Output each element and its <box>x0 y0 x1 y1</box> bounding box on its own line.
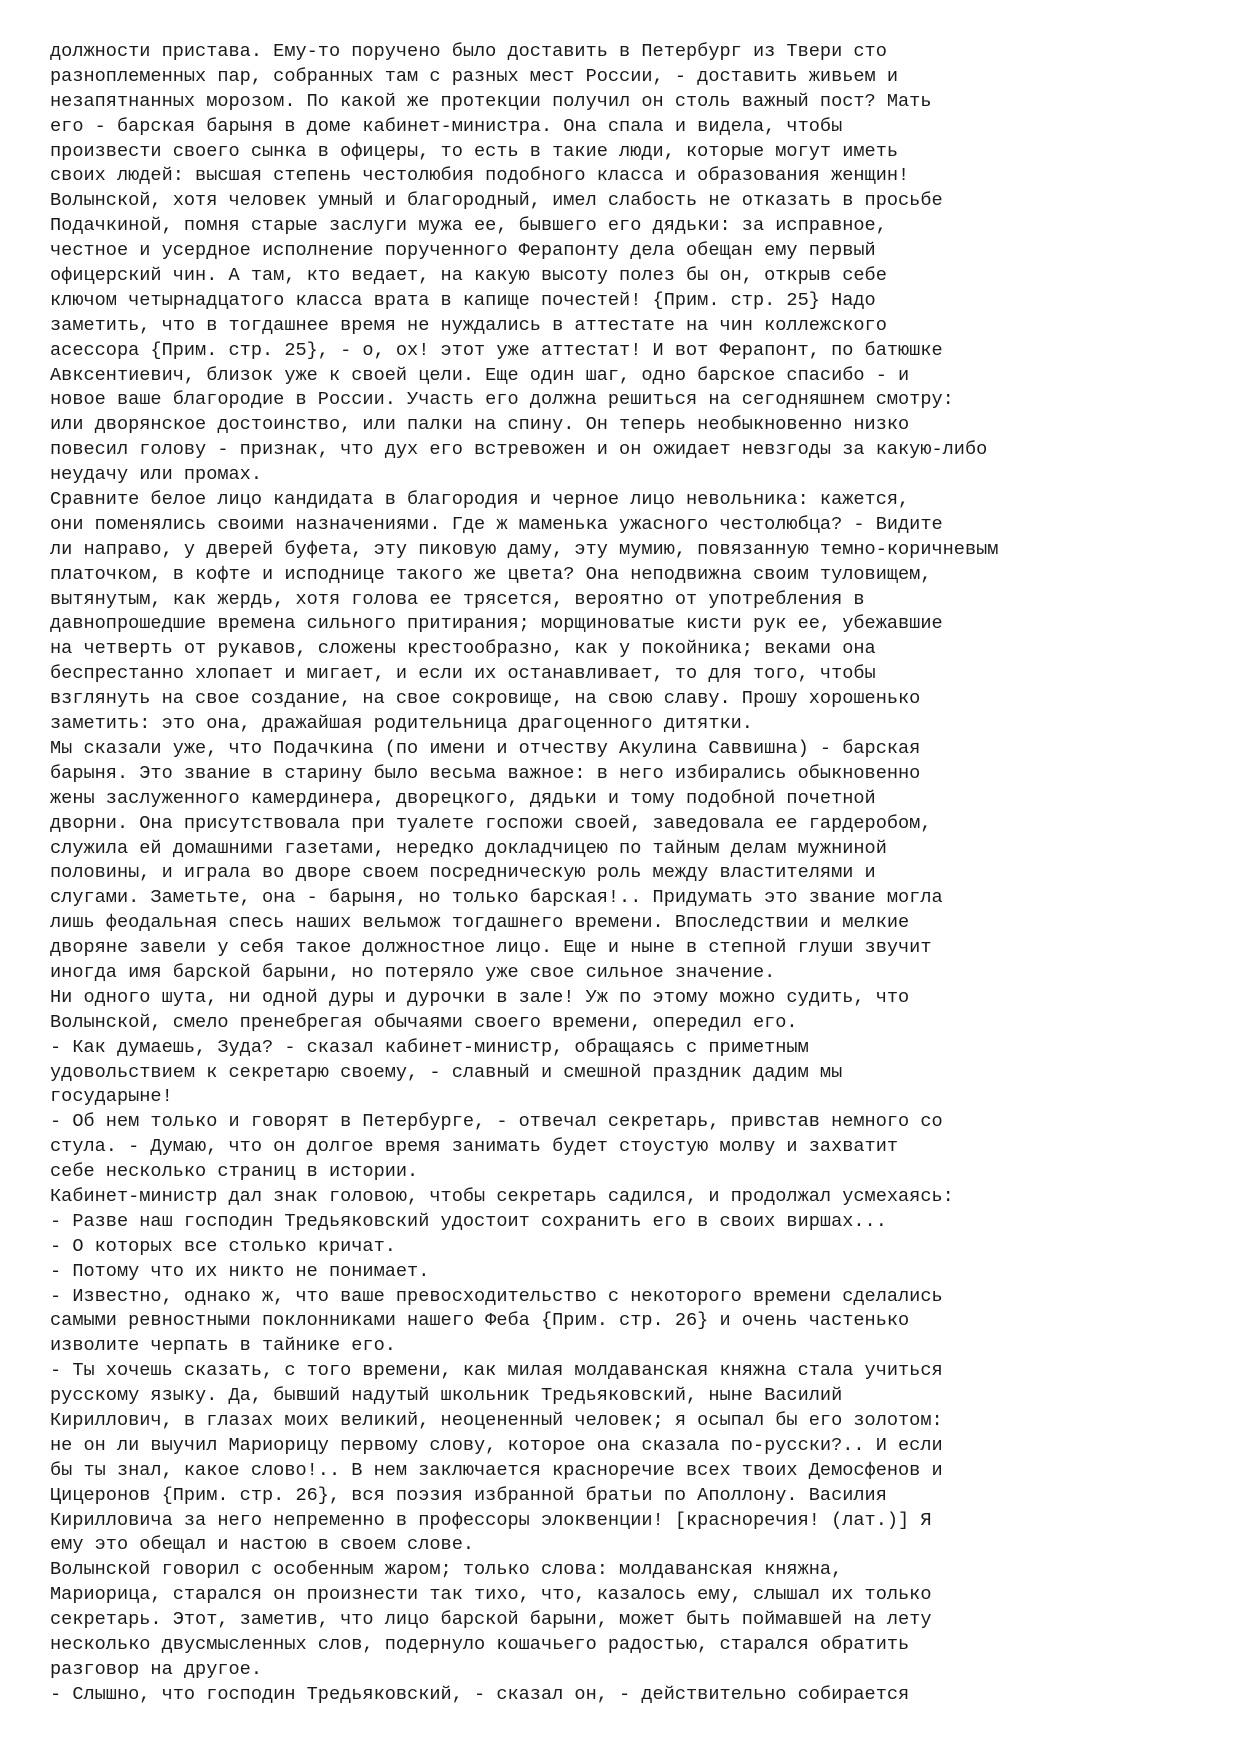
text-line: несколько двусмысленных слов, подернуло кошачьего радостью, старался обратить <box>50 1634 910 1655</box>
text-line: государыне! <box>50 1086 173 1108</box>
text-line: самыми ревностными поклонниками нашего Феба {Прим. стр. 26} и очень частенько <box>50 1310 910 1332</box>
text-line: половины, и играла во дворе своем посредническую роль между властителями и <box>50 862 876 884</box>
text-line: неудачу или промах. <box>50 464 263 486</box>
text-line: давнопрошедшие времена сильного притирания; морщиноватые кисти рук ее, убежавшие <box>50 613 943 635</box>
text-line: иногда имя барской барыни, но потеряло уже свое сильное значение. <box>50 961 776 983</box>
text-line: служила ей домашними газетами, нередко докладчицею по тайным делам мужниной <box>50 837 887 859</box>
text-line: они поменялись своими назначениями. Где ж маменька ужасного честолюбца? - Видите <box>50 513 943 535</box>
text-line: заметить, что в тогдашнее время не нуждались в аттестате на чин коллежского <box>50 314 887 336</box>
text-line: удовольствием к секретарю своему, - славный и смешной праздник дадим мы <box>50 1061 843 1083</box>
text-line: - Слышно, что господин Тредьяковский, - сказал он, - действительно собирается <box>50 1683 910 1705</box>
text-line: барыня. Это звание в старину было весьма важное: в него избирались обыкновенно <box>50 762 921 784</box>
text-line: Сравните белое лицо кандидата в благородия и черное лицо невольника: кажется, <box>50 489 910 511</box>
text-line: не он ли выучил Мариорицу первому слову, которое она сказала по-русски?.. И если <box>50 1434 943 1456</box>
text-line: ли направо, у дверей буфета, эту пиковую даму, эту мумию, повязанную темно-коричневым <box>50 538 999 560</box>
text-line: бы ты знал, какое слово!.. В нем заключается красноречие всех твоих Демосфенов и <box>50 1459 943 1481</box>
text-line: или дворянское достоинство, или палки на спину. Он теперь необыкновенно низко <box>50 414 910 436</box>
text-line: - Об нем только и говорят в Петербурге, - отвечал секретарь, привстав немного со <box>50 1111 943 1133</box>
text-line: своих людей: высшая степень честолюбия подобного класса и образования женщин! <box>50 165 910 187</box>
text-line: Кирилловича за него непременно в профессоры элоквенции! [красноречия! (лат.)] Я <box>50 1509 932 1531</box>
text-line: взглянуть на свое создание, на свое сокровище, на свою славу. Прошу хорошенько <box>50 688 921 710</box>
text-line: Подачкиной, помня старые заслуги мужа ее, бывшего его дядьки: за исправное, <box>50 215 887 237</box>
text-line: Волынской, смело пренебрегая обычаями своего времени, опередил его. <box>50 1011 798 1033</box>
text-line: слугами. Заметьте, она - барыня, но только барская!.. Придумать это звание могла <box>50 887 943 909</box>
text-line: жены заслуженного камердинера, дворецкого, дядьки и тому подобной почетной <box>50 787 876 809</box>
text-line: Мариорица, старался он произнести так тихо, что, казалось ему, слышал их только <box>50 1584 932 1606</box>
text-line: вытянутым, как жердь, хотя голова ее трясется, вероятно от употребления в <box>50 588 865 610</box>
text-line: стула. - Думаю, что он долгое время занимать будет стоустую молву и захватит <box>50 1136 899 1158</box>
text-line: Волынской, хотя человек умный и благородный, имел слабость не отказать в просьбе <box>50 190 943 212</box>
text-line: русскому языку. Да, бывший надутый школьник Тредьяковский, ныне Василий <box>50 1385 843 1407</box>
text-line: разговор на другое. <box>50 1658 263 1680</box>
text-line: - О которых все столько кричат. <box>50 1235 396 1257</box>
text-line: Кабинет-министр дал знак головою, чтобы секретарь садился, и продолжал усмехаясь: <box>50 1185 954 1207</box>
text-line: офицерский чин. А там, кто ведает, на какую высоту полез бы он, открыв себе <box>50 265 887 287</box>
text-line: ключом четырнадцатого класса врата в капище почестей! {Прим. стр. 25} Надо <box>50 289 876 311</box>
text-line: изволите черпать в тайнике его. <box>50 1335 396 1357</box>
text-line: Ни одного шута, ни одной дуры и дурочки в зале! Уж по этому можно судить, что <box>50 986 910 1008</box>
text-line: честное и усердное исполнение порученного Ферапонту дела обещан ему первый <box>50 240 876 262</box>
text-line: секретарь. Этот, заметив, что лицо барской барыни, может быть поймавшей на лету <box>50 1609 932 1631</box>
document-page <box>50 40 1230 1708</box>
text-line: асессора {Прим. стр. 25}, - о, ох! этот уже аттестат! И вот Ферапонт, по батюшке <box>50 339 943 361</box>
text-line: дворни. Она присутствовала при туалете госпожи своей, заведовала ее гардеробом, <box>50 812 932 834</box>
text-line: - Как думаешь, Зуда? - сказал кабинет-министр, обращаясь с приметным <box>50 1036 809 1058</box>
text-line: на четверть от рукавов, сложены крестообразно, как у покойника; веками она <box>50 638 876 660</box>
text-line: заметить: это она, дражайшая родительница драгоценного дитятки. <box>50 713 753 735</box>
text-line: Авксентиевич, близок уже к своей цели. Еще один шаг, одно барское спасибо - и <box>50 364 910 386</box>
text-line: - Известно, однако ж, что ваше превосходительство с некоторого времени сделались <box>50 1285 943 1307</box>
text-line: его - барская барыня в доме кабинет-министра. Она спала и видела, чтобы <box>50 115 843 137</box>
text-line: Волынской говорил с особенным жаром; только слова: молдаванская княжна, <box>50 1559 843 1581</box>
text-line: Цицеронов {Прим. стр. 26}, вся поэзия избранной братьи по Аполлону. Василия <box>50 1484 887 1506</box>
text-line: Мы сказали уже, что Подачкина (по имени и отчеству Акулина Саввишна) - барская <box>50 737 921 759</box>
text-line: Кириллович, в глазах моих великий, неоцененный человек; я осыпал бы его золотом: <box>50 1409 943 1431</box>
text-line: себе несколько страниц в истории. <box>50 1161 419 1183</box>
text-line: должности пристава. Ему-то поручено было доставить в Петербург из Твери сто <box>50 41 887 62</box>
text-line: произвести своего сынка в офицеры, то есть в такие люди, которые могут иметь <box>50 140 899 162</box>
text-line: дворяне завели у себя такое должностное лицо. Еще и ныне в степной глуши звучит <box>50 937 932 959</box>
text-line: - Разве наш господин Тредьяковский удостоит сохранить его в своих виршах... <box>50 1210 887 1232</box>
text-line: разноплеменных пар, собранных там с разных мест России, - доставить живьем и <box>50 65 899 87</box>
text-line: новое ваше благородие в России. Участь его должна решиться на сегодняшнем смотру: <box>50 389 954 411</box>
text-line: беспрестанно хлопает и мигает, и если их останавливает, то для того, чтобы <box>50 663 876 685</box>
text-line: повесил голову - признак, что дух его встревожен и он ожидает невзгоды за какую-либо <box>50 439 988 461</box>
text-line: незапятнанных морозом. По какой же протекции получил он столь важный пост? Мать <box>50 90 932 112</box>
text-line: - Ты хочешь сказать, с того времени, как милая молдаванская княжна стала учиться <box>50 1360 943 1382</box>
text-line: - Потому что их никто не понимает. <box>50 1260 430 1282</box>
text-line: платочком, в кофте и исподнице такого же цвета? Она неподвижна своим туловищем, <box>50 563 932 585</box>
text-line: лишь феодальная спесь наших вельмож тогдашнего времени. Впоследствии и мелкие <box>50 912 910 934</box>
text-line: ему это обещал и настою в своем слове. <box>50 1534 475 1556</box>
